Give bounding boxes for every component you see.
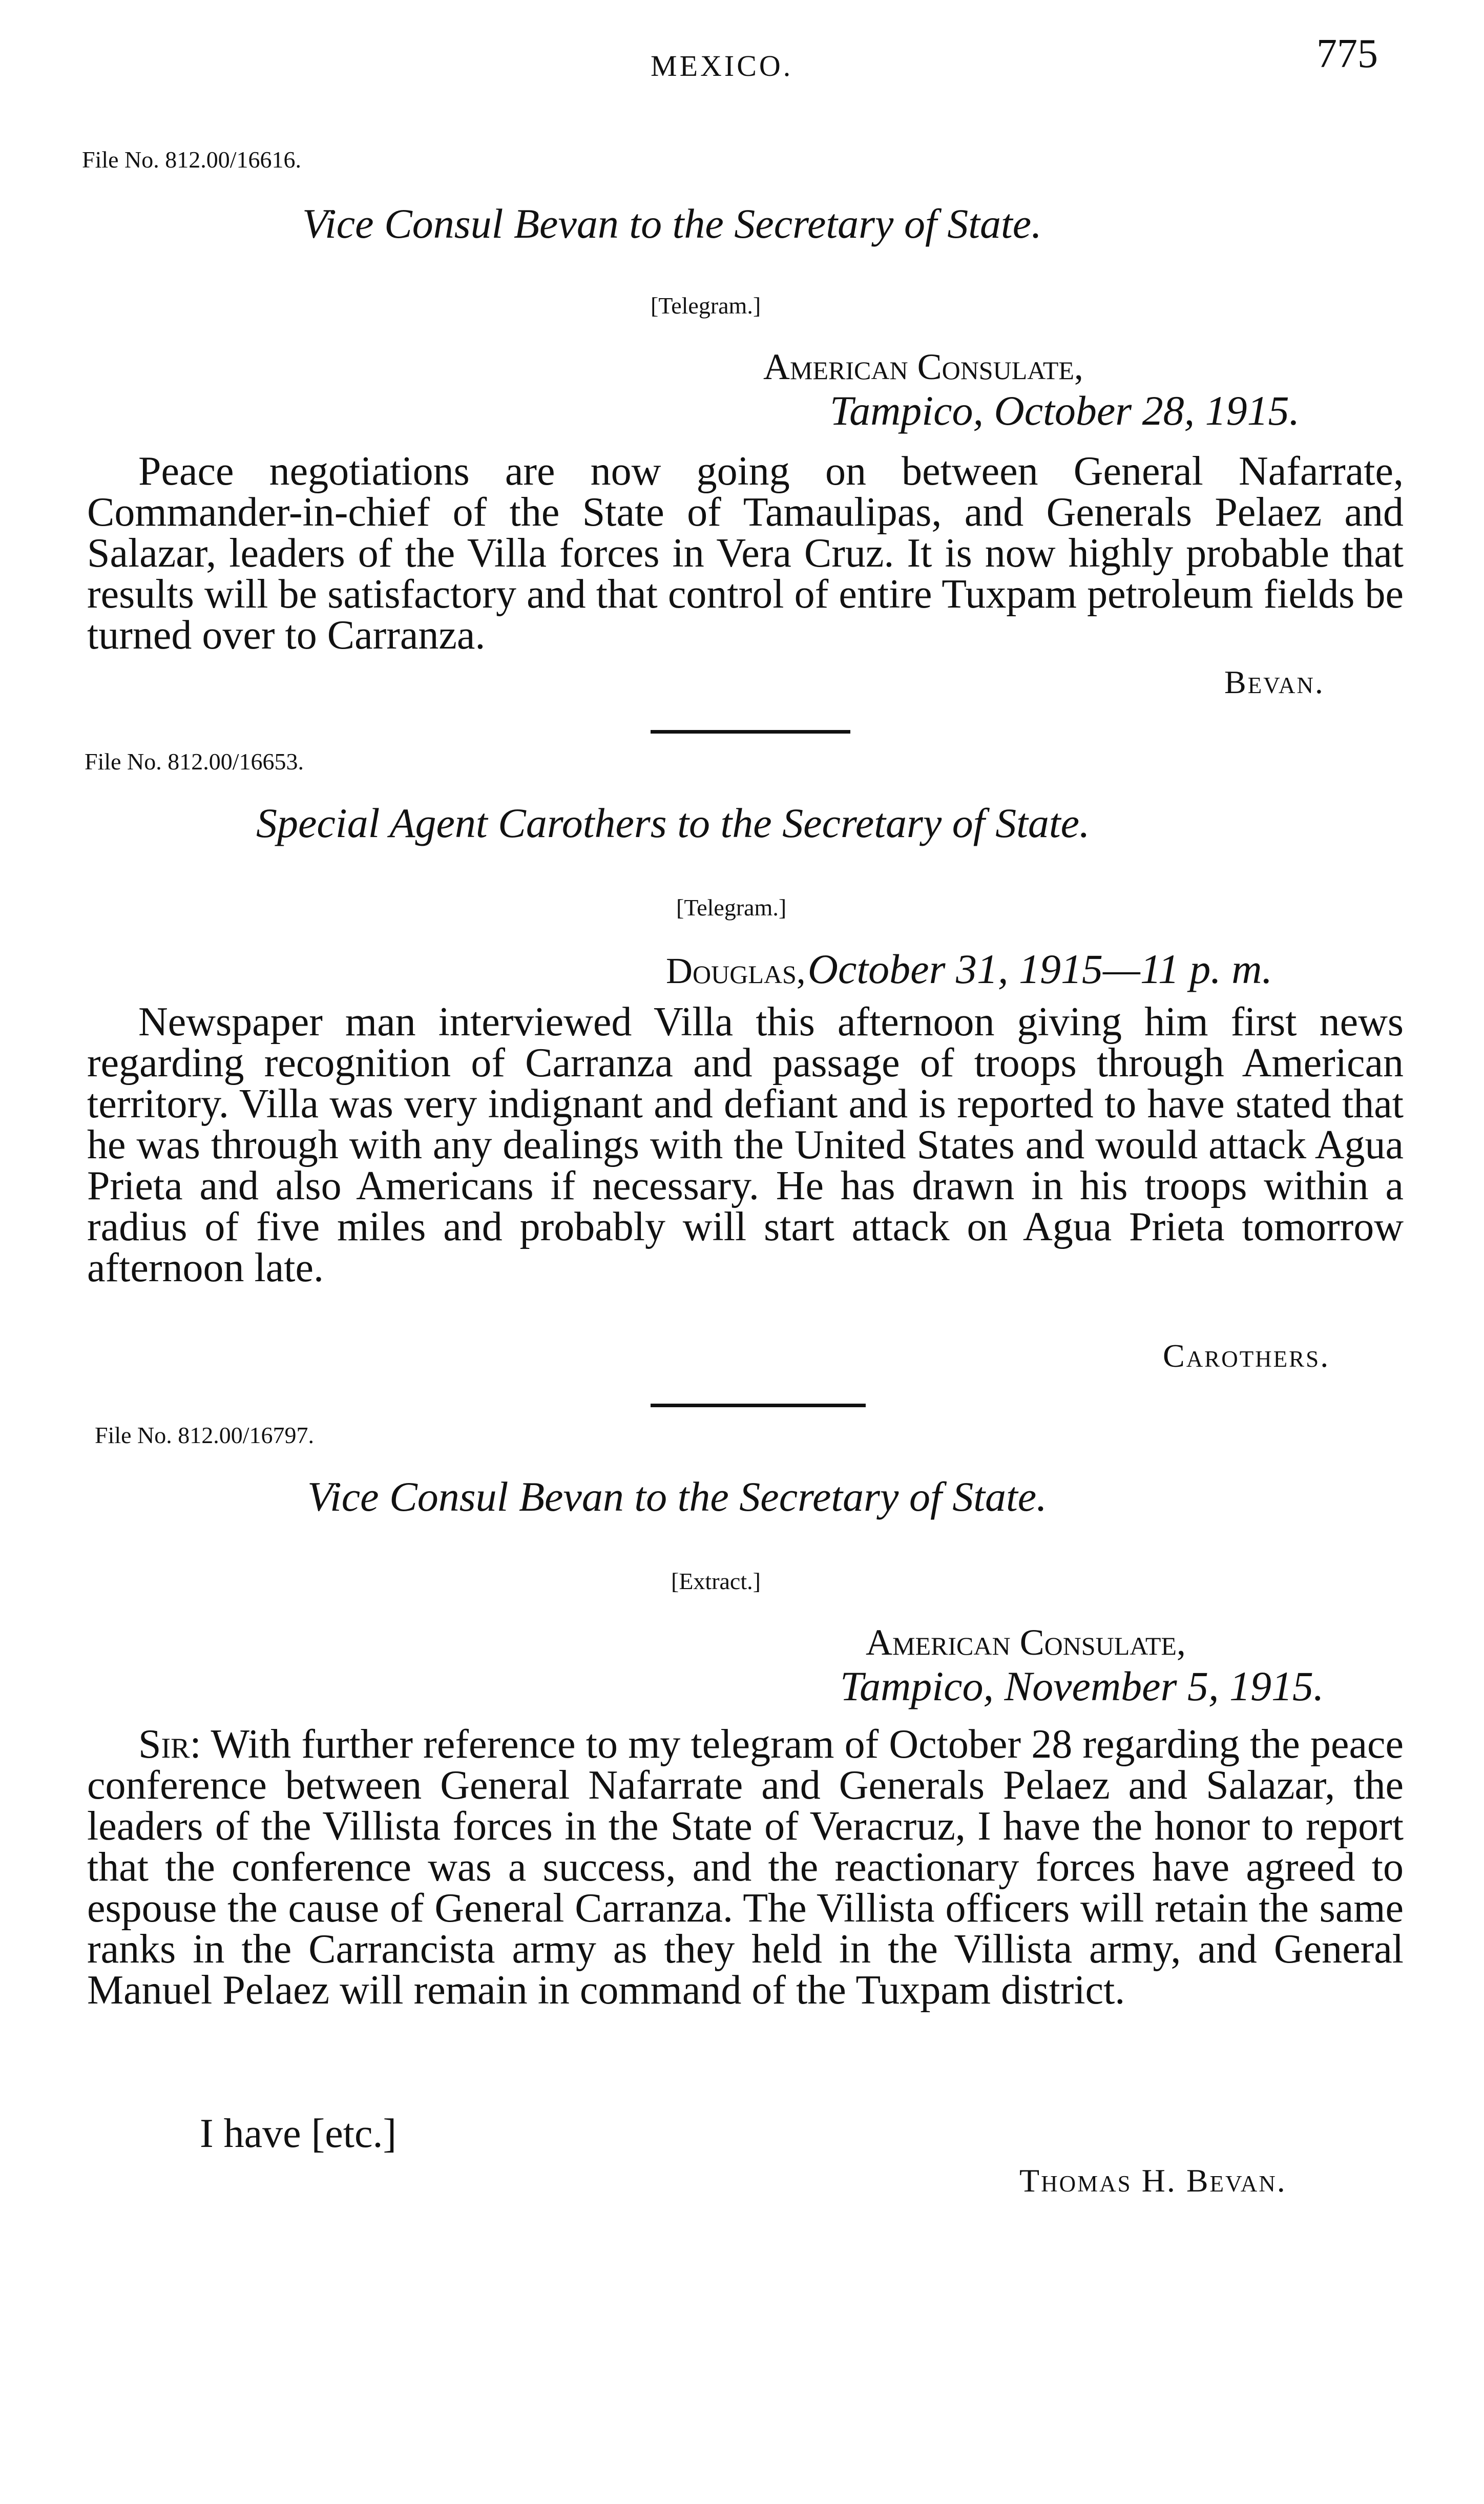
document-type-note-3: [Extract.] (671, 1568, 761, 1594)
signature-3: Thomas H. Bevan. (1019, 2162, 1287, 2199)
dateline-3: Tampico, November 5, 1915. (840, 1663, 1324, 1709)
signature-1: Bevan. (1224, 664, 1325, 700)
page-number: 775 (1316, 31, 1378, 76)
signature-2: Carothers. (1163, 1338, 1330, 1374)
place-date-line-2 (666, 945, 1272, 993)
body-text-3: With further reference to my telegram of October 28 regarding the peace conference between General Nafarrate and Generals Pelaez and Salazar, the leaders of the Villista forces in the State of Veracruz, I have the honor to report that the conference was a success, and the reactionary forces have agreed to espouse the cause of General Carranza. The Villista officers will retain the same ranks in the Carrancista army as they held in the Villista army, and General Manuel Pelaez will remain in command of the Tuxpam district. (87, 1722, 1404, 2013)
heading-1: Vice Consul Bevan to the Secretary of State. (302, 200, 1042, 247)
heading-3: Vice Consul Bevan to the Secretary of State. (307, 1473, 1047, 1520)
place-2: Douglas, (666, 950, 806, 991)
place-3: American Consulate, (866, 1622, 1186, 1663)
body-paragraph-2: Newspaper man interviewed Villa this afternoon giving him first news regarding recognition of Carranza and passage of troops through American territory. Villa was very indignant and defiant and is reported to have stated that he was through with any dealings with the United States and would attack Agua Prieta and also Americans if necessary. He has drawn in his troops within a radius of five miles and probably will start attack on Agua Prieta tomorrow afternoon late. (87, 999, 1404, 1290)
document-type-note-1: [Telegram.] (651, 293, 761, 319)
salutation: Sir: (138, 1722, 201, 1767)
dateline-2: October 31, 1915—11 p. m. (807, 946, 1273, 992)
closing-phrase: I have [etc.] (200, 2111, 397, 2156)
file-number-2: File No. 812.00/16653. (85, 748, 304, 775)
dateline-1: Tampico, October 28, 1915. (830, 387, 1300, 434)
section-divider-1 (651, 730, 850, 734)
body-paragraph-3 (87, 1724, 1404, 2011)
file-number-3: File No. 812.00/16797. (95, 1422, 315, 1448)
body-paragraph-1: Peace negotiations are now going on between General Nafarrate, Commander-in-chief of the State of Tamaulipas, and Generals Pelaez and Salazar, leaders of the Villa forces in Vera Cruz. It is now highly probable that results will be satisfactory and that control of entire Tuxpam petroleum fields be turned over to Carranza. (87, 449, 1404, 658)
file-number-1: File No. 812.00/16616. (82, 147, 302, 173)
section-divider-2 (651, 1404, 866, 1407)
heading-2: Special Agent Carothers to the Secretary of State. (256, 800, 1090, 846)
place-1: American Consulate, (763, 346, 1083, 387)
document-type-note-2: [Telegram.] (676, 894, 787, 921)
running-title: MEXICO. (651, 49, 793, 82)
